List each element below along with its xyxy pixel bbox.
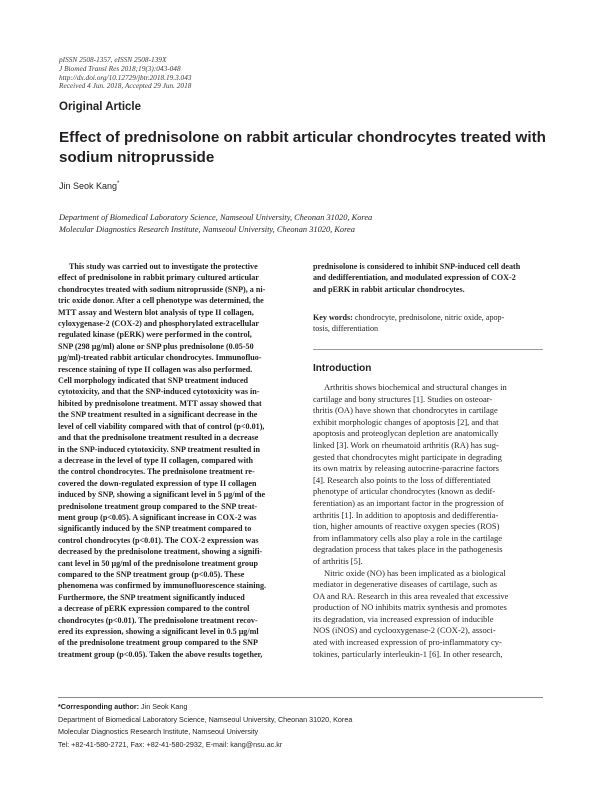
footnote-institute: Molecular Diagnostics Research Institute, Namseoul University [58, 727, 259, 736]
abstract-line: in the SNP-induced cytotoxicity. SNP treatment resulted in [58, 444, 261, 454]
intro-line: from inflammatory cells also play a role in the cartilage [313, 532, 503, 543]
footnote-contact: Tel: +82-41-580-2721, Fax: +82-41-580-2932, E-mail: kang@nsu.ac.kr [58, 739, 283, 749]
keywords [313, 312, 543, 335]
intro-line: mediator in degenerative diseases of cartilage, such as [313, 579, 498, 590]
abstract-line: cytotoxicity, and that the SNP-induced cytotoxicity was in- [58, 387, 260, 397]
abstract-line: Cell morphology indicated that SNP treatment induced [58, 376, 249, 386]
corresponding-label: *Corresponding author: [58, 702, 140, 711]
affiliations [59, 212, 372, 235]
intro-line: arthritis [1]. In addition to apoptosis and dedifferentia- [313, 509, 499, 520]
abstract-line: MTT assay and Western blot analysis of type II collagen, [58, 307, 254, 317]
article-meta [59, 56, 192, 91]
intro-line: thritis (OA) have shown that chondrocytes in cartilage [313, 405, 498, 416]
abstract-line: This study was carried out to investigate the protective [69, 262, 258, 271]
intro-line: Arthritis shows biochemical and structural changes in [324, 382, 507, 392]
intro-line: linked [3]. Work on rheumatoid arthritis (RA) has sug- [313, 439, 499, 450]
abstract-line: of the prednisolone treatment group compared to the SNP [58, 638, 258, 648]
abstract-line: prednisolone treatment group compared to the SNP treat- [58, 501, 258, 511]
abstract-line: cyloxygenase-2 (COX-2) and phosphorylated extracellular [58, 319, 259, 329]
corresponding-line [58, 701, 352, 714]
abstract-line: regulated kinase (pERK) were performed in the control, [58, 330, 252, 340]
keywords-text-1: chondrocyte, prednisolone, nitric oxide, apop- [352, 313, 505, 322]
abstract-line: decreased by the prednisolone treatment, showing a signifi- [58, 547, 263, 557]
abstract-line: prednisolone is considered to inhibit SNP-induced cell death [313, 262, 521, 271]
abstract-line: ered its expression, showing a significant level in 0.5 μg/ml [58, 627, 259, 636]
article-title: Effect of prednisolone on rabbit articular chondrocytes treated with sodium nitroprusside [59, 129, 546, 166]
intro-line: Nitric oxide (NO) has been implicated as a biological [324, 567, 506, 578]
abstract-line: and that the prednisolone treatment resulted in a decrease [58, 433, 259, 443]
intro-line: of arthritis [5]. [313, 555, 363, 566]
corresponding-mark: * [117, 181, 120, 187]
intro-line: [4]. Research also points to the loss of differentiated [313, 474, 491, 485]
abstract-line: μg/ml)-treated rabbit articular chondrocytes. Immunofluo- [58, 353, 262, 363]
journal-citation: J Biomed Transl Res 2018;19(3):043-048 [59, 63, 181, 73]
abstract-line: covered the down-regulated expression of type II collagen [58, 478, 257, 488]
abstract-line: and pERK in rabbit articular chondrocytes. [313, 284, 465, 294]
intro-line: its own matrix by releasing autocrine-paracrine factors [313, 463, 499, 474]
introduction-body [313, 382, 543, 660]
intro-line: production of NO inhibits matrix synthesis and promotes [313, 602, 507, 613]
abstract-line: ment group (p<0.05). A significant increase in COX-2 was [58, 512, 257, 522]
footnote-divider [58, 697, 543, 698]
keywords-label: Key words: [313, 313, 353, 322]
received-dates: Received 4 Jun. 2018, Accepted 29 Jun. 2018 [59, 81, 192, 91]
keywords-text-2: tosis, differentiation [313, 324, 379, 334]
intro-line: NOS (iNOS) and cyclooxygenase-2 (COX-2), associ- [313, 625, 496, 636]
author-line [59, 181, 119, 191]
abstract-line: significantly induced by the SNP treatment compared to [58, 524, 252, 534]
intro-line: exhibit morphologic changes of apoptosis [2], and that [313, 416, 499, 427]
abstract-line: a decrease of pERK expression compared to the control [58, 604, 250, 614]
footnote-dept: Department of Biomedical Laboratory Science, Namseoul University, Cheonan 31020, Korea [58, 714, 353, 724]
corresponding-footnote [58, 701, 352, 751]
section-divider [313, 349, 543, 350]
abstract-line: level of cell viability compared with that of control (p<0.01), [58, 421, 265, 431]
intro-line: tion, higher amounts of reactive oxygen species (ROS) [313, 521, 500, 532]
abstract-line: induced by SNP, showing a significant level in 5 μg/ml of the [58, 490, 266, 500]
affiliation-2: Molecular Diagnostics Research Institute, Namseoul University, Cheonan 31020, Korea [59, 224, 355, 234]
abstract-line: and dedifferentiation, and modulated expression of COX-2 [313, 273, 516, 283]
abstract-line: effect of prednisolone in rabbit primary cultured articular [58, 273, 259, 283]
intro-line: apoptosis and proteoglycan depletion are anatomically [313, 428, 499, 439]
intro-line: ated with increased expression of pro-inflammatory cy- [313, 637, 502, 648]
abstract-line: phenomena was confirmed by immunofluorescence staining. [58, 581, 267, 591]
abstract-line: Furthermore, the SNP treatment significantly induced [58, 592, 245, 602]
keywords-line-1 [313, 312, 543, 323]
issn-line: pISSN 2508-1357, eISSN 2508-139X [59, 55, 167, 64]
introduction-heading: Introduction [313, 363, 372, 374]
abstract-line: rescence staining of type II collagen was also performed. [58, 364, 253, 374]
abstract-line: chondrocytes (p<0.01). The prednisolone treatment recov- [58, 615, 258, 625]
abstract-line: SNP (298 μg/ml) alone or SNP plus prednisolone (0.05-50 [58, 341, 254, 351]
abstract-right-column [313, 261, 543, 295]
author-name: Jin Seok Kang [59, 181, 118, 191]
abstract-line: the control chondrocytes. The prednisolone treatment re- [58, 467, 255, 477]
abstract-line: chondrocytes treated with sodium nitroprusside (SNP), a ni- [58, 284, 266, 294]
affiliation-1: Department of Biomedical Laboratory Science, Namseoul University, Cheonan 31020, Korea [59, 213, 373, 222]
abstract-line: the SNP treatment resulted in a significant decrease in the [58, 410, 258, 420]
intro-line: tokines, particularly interleukin-1 [6]. In other research, [313, 648, 503, 659]
abstract-line: a decrease in the level of type II collagen, compared with [58, 455, 254, 465]
intro-line: gested that chondrocytes might participate in degrading [313, 451, 502, 462]
intro-line: degradation process that takes place in the pathogenesis [313, 544, 503, 555]
intro-line: phenotype of articular chondrocytes (known as dedif- [313, 486, 496, 497]
intro-line: OA and RA. Research in this area revealed that excessive [313, 590, 509, 601]
article-type: Original Article [59, 101, 142, 113]
abstract-line: tric oxide donor. After a cell phenotype was determined, the [58, 296, 264, 306]
intro-line: ferentiation) as an important factor in the progression of [313, 497, 504, 508]
intro-line: its degradation, via increased expression of inducible [313, 613, 494, 624]
abstract-line: hibited by prednisolone treatment. MTT assay showed that [58, 398, 262, 408]
abstract-left-column [58, 261, 290, 660]
abstract-line: treatment group (p<0.05). Taken the above results together, [58, 649, 263, 659]
abstract-line: control chondrocytes (p<0.01). The COX-2 expression was [58, 535, 259, 545]
abstract-line: cant level in 50 μg/ml of the prednisolone treatment group [58, 558, 258, 568]
intro-paragraph-1 [313, 382, 543, 568]
intro-line: cartilage and bony structures [1]. Studies on osteoar- [313, 393, 493, 404]
intro-paragraph-2 [313, 568, 543, 661]
corresponding-name: Jin Seok Kang [139, 702, 188, 711]
doi-link[interactable]: http://dx.doi.org/10.12729/jbtr.2018.19.3.043 [59, 72, 192, 82]
abstract-line: compared to the SNP treatment group (p<0.05). These [58, 569, 245, 579]
